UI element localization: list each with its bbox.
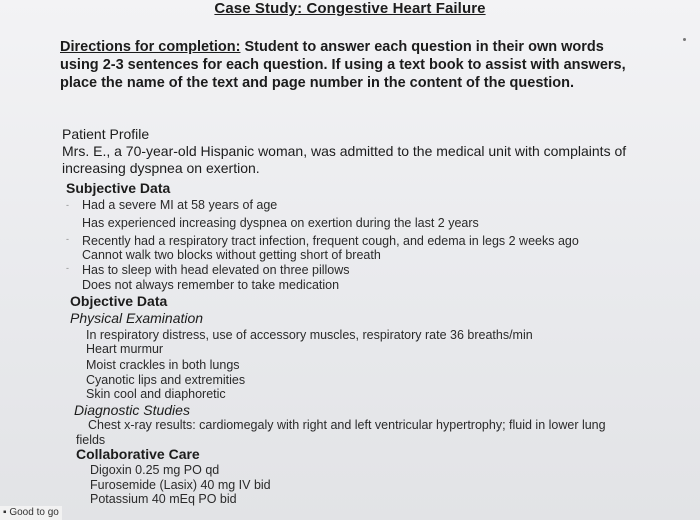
status-icon: ▪ <box>3 507 7 518</box>
collaborative-item: Furosemide (Lasix) 40 mg IV bid <box>90 478 271 492</box>
subjective-item: Has to sleep with head elevated on three pillows <box>82 263 350 277</box>
margin-mark: - <box>66 200 69 210</box>
margin-mark: - <box>66 263 69 273</box>
physical-exam-item: In respiratory distress, use of accessory muscles, respiratory rate 36 breaths/min <box>86 328 533 342</box>
physical-exam-item: Heart murmur <box>86 342 164 356</box>
page-title: Case Study: Congestive Heart Failure <box>214 0 486 17</box>
collaborative-item-text: Digoxin 0.25 mg PO qd <box>90 463 220 477</box>
directions-text: Student to answer each question in their own words using 2-3 sentences for each question. If using a text book to assist with answers, place the name of the text and page number in the content of the question. <box>60 39 626 91</box>
subjective-data-heading: Subjective Data <box>66 180 171 196</box>
subjective-item: Cannot walk two blocks without getting short of breath <box>82 248 381 262</box>
subjective-item: Recently had a respiratory tract infection, frequent cough, and edema in legs 2 weeks ago <box>82 234 579 248</box>
subjective-item: Has experienced increasing dyspnea on exertion during the last 2 years <box>82 216 479 230</box>
collaborative-care-heading: Collaborative Care <box>76 446 200 462</box>
directions-lead: Directions for completion: <box>60 39 241 55</box>
dot-mark <box>683 38 686 41</box>
diagnostic-item: Chest x-ray results: cardiomegaly with right and left ventricular hypertrophy; fluid in lower lung fields <box>76 418 606 447</box>
subjective-item: Does not always remember to take medication <box>82 278 340 292</box>
patient-profile-heading: Patient Profile <box>62 126 150 142</box>
physical-exam-item: Cyanotic lips and extremities <box>86 373 246 387</box>
subjective-item: Had a severe MI at 58 years of age <box>82 198 278 212</box>
margin-mark: - <box>66 234 69 244</box>
physical-exam-heading: Physical Examination <box>70 310 204 326</box>
status-text: Good to go <box>9 507 59 518</box>
patient-profile <box>62 126 652 177</box>
status-indicator <box>0 506 62 520</box>
patient-profile-text: Mrs. E., a 70-year-old Hispanic woman, was admitted to the medical unit with complaints of increasing dyspnea on exertion. <box>62 143 627 176</box>
collaborative-item: Potassium 40 mEq PO bid <box>90 492 237 506</box>
objective-data-heading: Objective Data <box>70 293 168 309</box>
physical-exam-item: Skin cool and diaphoretic <box>86 387 226 401</box>
directions-paragraph <box>60 38 630 92</box>
physical-exam-item: Moist crackles in both lungs <box>86 358 240 372</box>
collaborative-item <box>90 463 219 478</box>
diagnostic-studies-heading: Diagnostic Studies <box>74 402 190 418</box>
